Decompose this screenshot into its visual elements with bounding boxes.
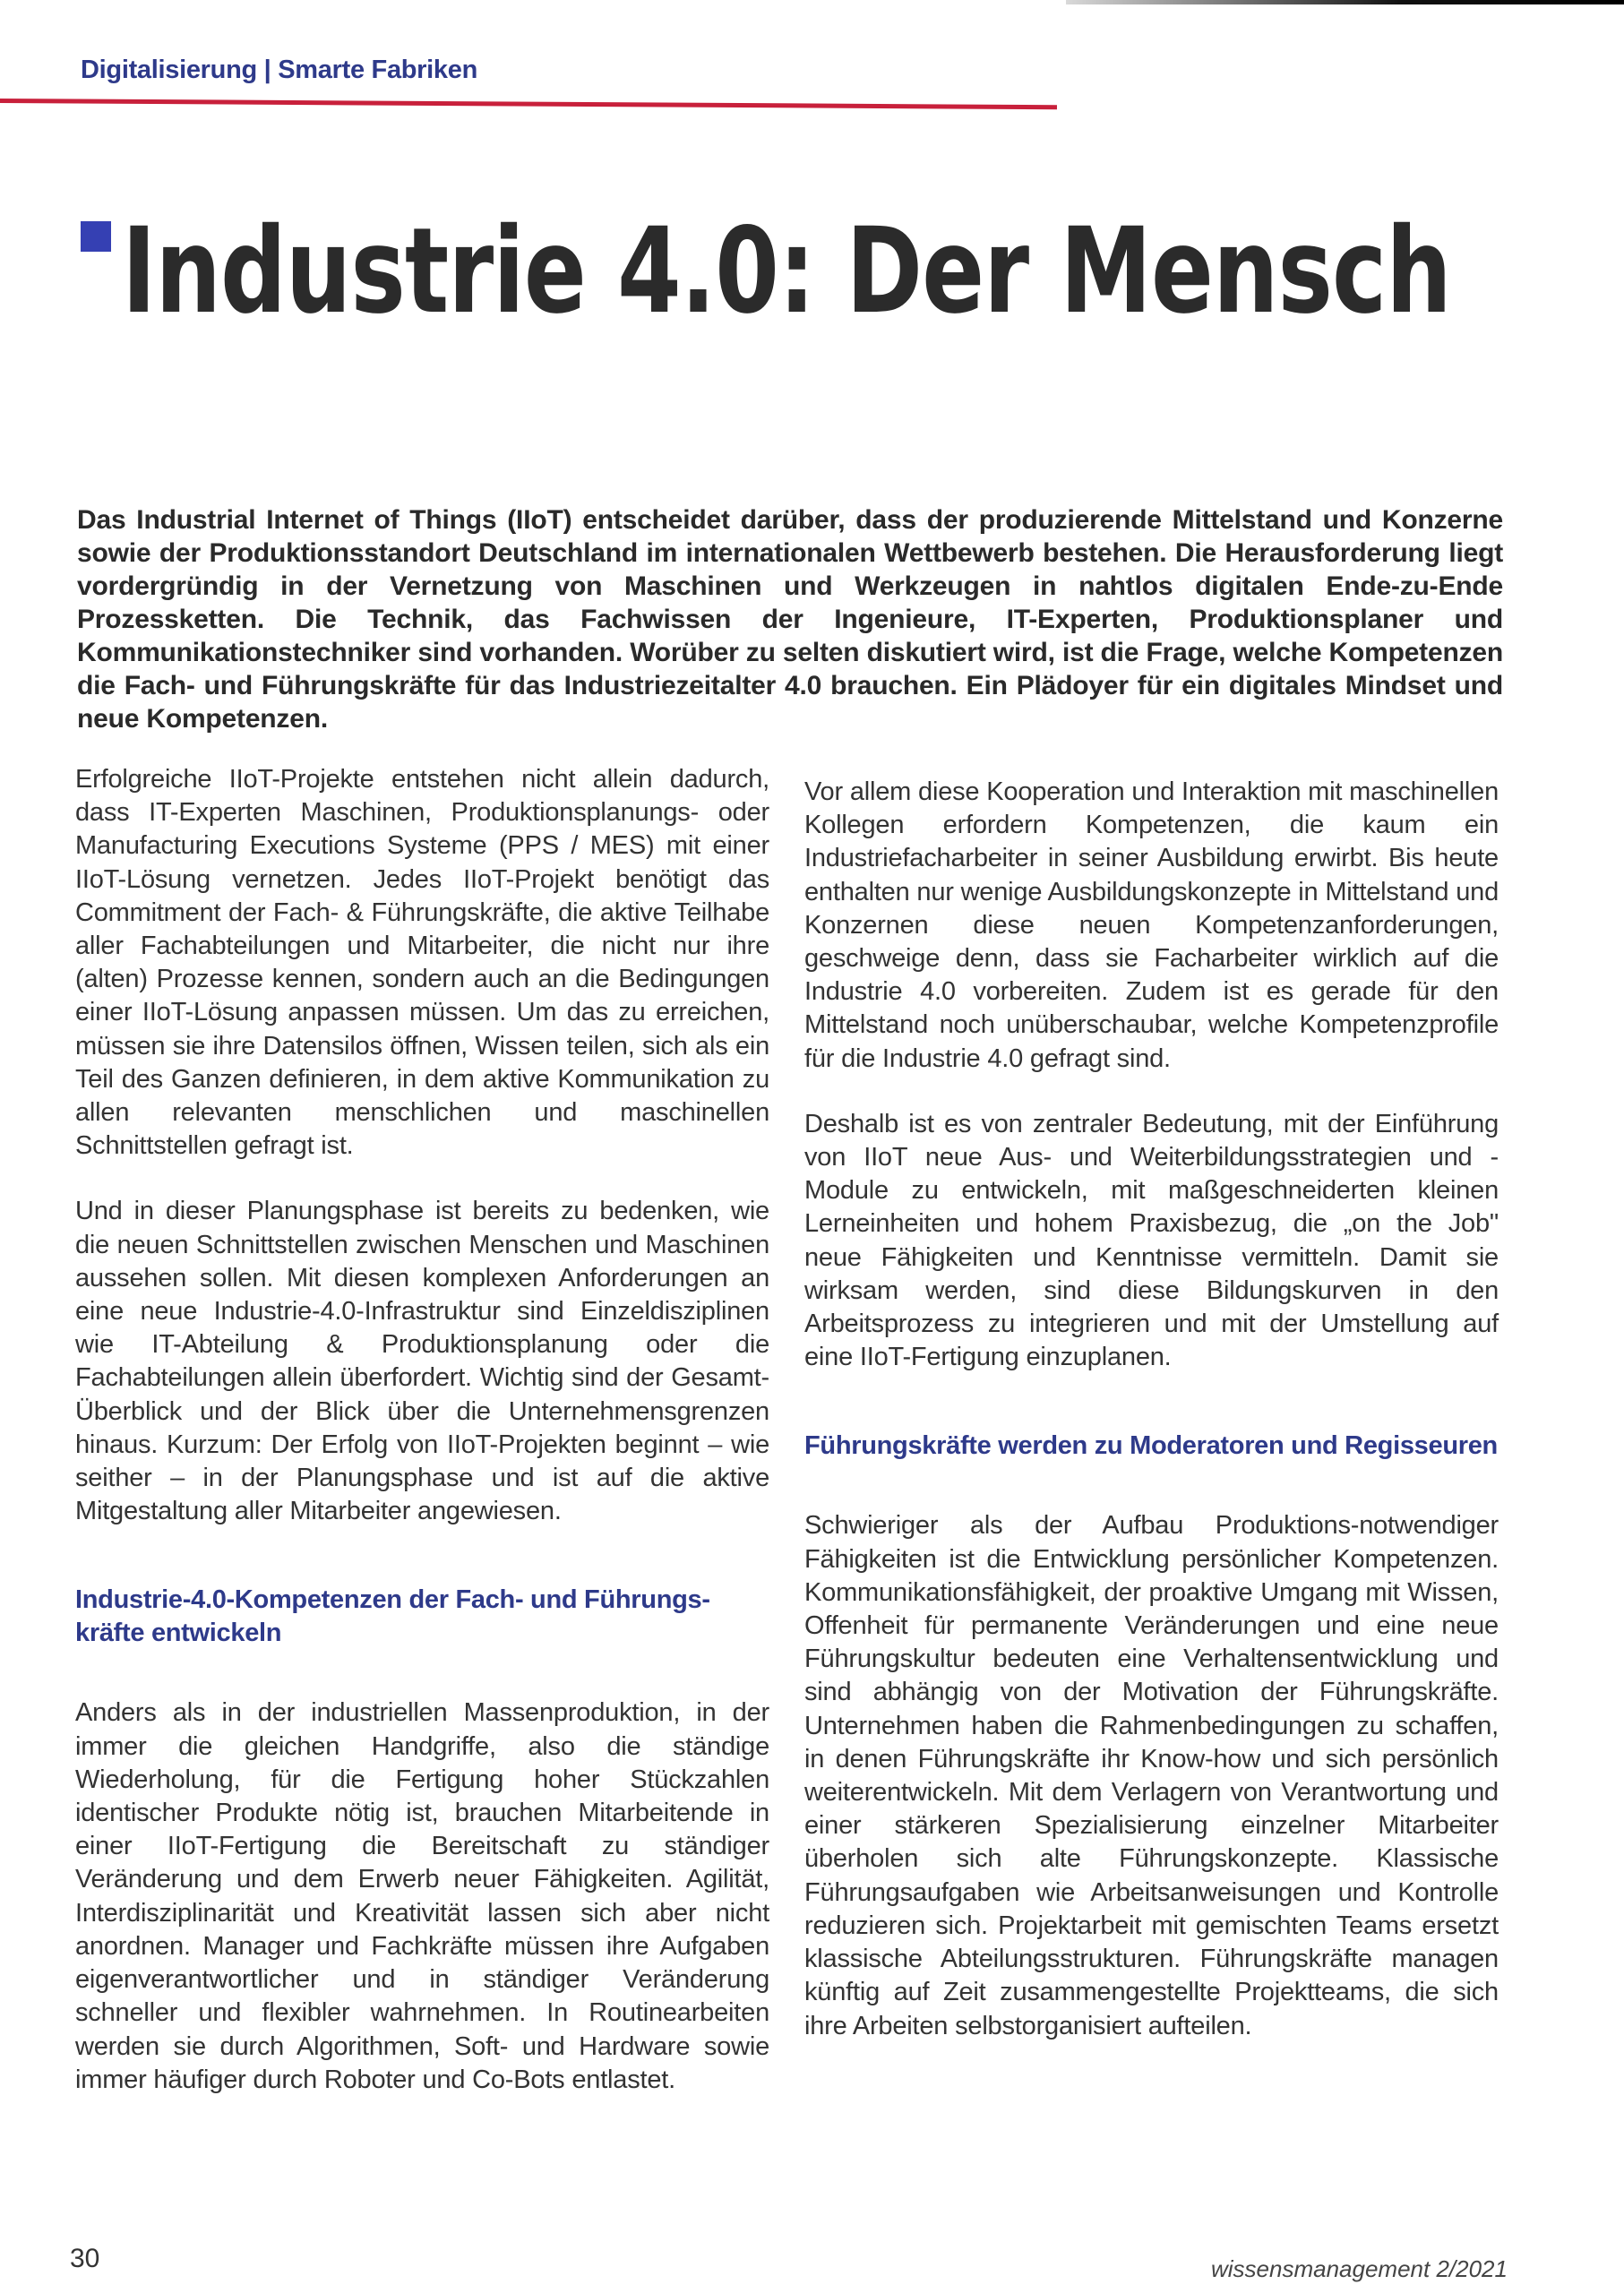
paragraph: Vor allem diese Kooperation und Interaktion mit maschinellen Kollegen erfordern Kompetenzen, die kaum ein Industriefacharbeiter in seiner Ausbildung erwirbt. Bis heute enthalten nur wenige Ausbildungskonzepte in Mittelstand und Konzernen diese neuen Kompetenzanforderungen, geschweige denn, dass sie Facharbeiter wirklich auf die Industrie 4.0 vorbereiten. Zudem ist es gerade für den Mittelstand noch unüberschaubar, welche Kompetenzprofile für die Industrie 4.0 gefragt sind. bbox=[804, 777, 1499, 1073]
section-heading: Industrie-4.0-Kompetenzen der Fach- und Führungskräfte entwickeln bbox=[75, 1585, 711, 1648]
left-column bbox=[75, 763, 769, 2097]
paragraph: Schwieriger als der Aufbau Produktions-notwendiger Fähigkeiten ist die Entwicklung persönlicher Kompetenzen. Kommunikationsfähigkeit, der proaktive Umgang mit Wissen, Offenheit für permanente Veränderungen und eine neue Führungskultur bedeuten eine Verhaltensentwicklung und sind abhängig von der Motivation der Führungskräfte. Unternehmen haben die Rahmenbedingungen zu schaffen, in denen Führungskräfte ihr Know-how und sich persönlich weiterentwickeln. Mit dem Verlagern von Verantwortung und einer stärkeren Spezialisierung einzelner Mitarbeiter überholen sich alte Führungskonzepte. Klassische Führungsaufgaben wie Arbeitsanweisungen und Kontrolle reduzieren sich. Projektarbeit mit gemischten Teams ersetzt klassische Abteilungsstrukturen. Führungskräfte managen künftig auf Zeit zusammengestellte Projektteams, die sich ihre Arbeiten selbstorganisiert aufteilen. bbox=[804, 1511, 1499, 2040]
magazine-footer: wissensmanagement 2/2021 bbox=[1211, 2255, 1508, 2282]
title-square-icon bbox=[81, 221, 111, 252]
section-label: Digitalisierung | Smarte Fabriken bbox=[81, 56, 477, 84]
page-title: Industrie 4.0: Der Mensch bbox=[122, 202, 1451, 340]
header-rule-divider bbox=[0, 99, 1057, 109]
paragraph: Und in dieser Planungsphase ist bereits zu bedenken, wie die neuen Schnittstellen zwischen Menschen und Maschinen aussehen sollen. Mit diesen komplexen Anforderungen an eine neue Industrie-4.0-Infrastruktur sind Einzeldisziplinen wie IT-Abteilung & Produktionsplanung oder die Fachabteilungen allein überfordert. Wichtig sind der Gesamt-Überblick und der Blick über die Unternehmensgrenzen hinaus. Kurzum: Der Erfolg von IIoT-Projekten beginnt – wie seither – in der Planungsphase und ist auf die aktive Mitgestaltung aller Mitarbeiter angewiesen. bbox=[75, 1197, 769, 1526]
title-block bbox=[81, 202, 1624, 409]
paragraph: Deshalb ist es von zentraler Bedeutung, mit der Einführung von IIoT neue Aus- und Weiterbildungsstrategien und -Module zu entwickeln, mit maßgeschneiderten kleinen Lerneinheiten und hohem Praxisbezug, die „on the Job" neue Fähigkeiten und Kenntnisse vermitteln. Damit sie wirksam werden, sind diese Bildungskurven in den Arbeitsprozess zu integrieren und mit der Umstellung auf eine IIoT-Fertigung einzuplanen. bbox=[804, 1109, 1499, 1372]
scan-edge-bar bbox=[1066, 0, 1624, 4]
article-lead: Das Industrial Internet of Things (IIoT) entscheidet darüber, dass der produzierende Mittelstand und Konzerne sowie der Produktionsstandort Deutschland im internationalen Wettbewerb bestehen. Die Herausforderung liegt vordergründig in der Vernetzung von Maschinen und Werkzeugen in nahtlos digitalen Ende-zu-Ende Prozessketten. Die Technik, das Fachwissen der Ingenieure, IT-Experten, Produktionsplaner und Kommunikationstechniker sind vorhanden. Worüber zu selten diskutiert wird, ist die Frage, welche Kompetenzen die Fach- und Führungskräfte für das Industriezeitalter 4.0 brauchen. Ein Plädoyer für ein digitales Mindset und neue Kompetenzen. bbox=[77, 505, 1503, 734]
paragraph: Anders als in der industriellen Massenproduktion, in der immer die gleichen Handgriffe, also die ständige Wiederholung, für die Fertigung hoher Stückzahlen identischer Produkte nötig ist, brauchen Mitarbeitende in einer IIoT-Fertigung die Bereitschaft zu ständiger Veränderung und dem Erwerb neuer Fähigkeiten. Agilität, Interdisziplinarität und Kreativität lassen sich aber nicht anordnen. Manager und Fachkräfte müssen ihre Aufgaben eigenverantwortlicher und in ständiger Veränderung schneller und flexibler wahrnehmen. In Routinearbeiten werden sie durch Algorithmen, Soft- und Hardware sowie immer häufiger durch Roboter und Co-Bots entlastet. bbox=[75, 1698, 769, 2094]
page-number: 30 bbox=[70, 2244, 100, 2273]
paragraph: Erfolgreiche IIoT-Projekte entstehen nicht allein dadurch, dass IT-Experten Maschinen, Produktionsplanungs- oder Manufacturing Executions Systeme (PPS / MES) mit einer IIoT-Lösung vernetzen. Jedes IIoT-Projekt benötigt das Commitment der Fach- & Führungskräfte, die aktive Teilhabe aller Fachabteilungen und Mitarbeiter, die nicht nur ihre (alten) Prozesse kennen, sondern auch an die Bedingungen einer IIoT-Lösung anpassen müssen. Um das zu erreichen, müssen sie ihre Datensilos öffnen, Wissen teilen, sich als ein Teil des Ganzen definieren, in dem aktive Kommunikation zu allen relevanten menschlichen und maschinellen Schnittstellen gefragt ist. bbox=[75, 765, 769, 1161]
section-heading: Führungskräfte werden zu Moderatoren und Regisseuren bbox=[804, 1431, 1498, 1461]
right-column bbox=[804, 776, 1499, 2043]
